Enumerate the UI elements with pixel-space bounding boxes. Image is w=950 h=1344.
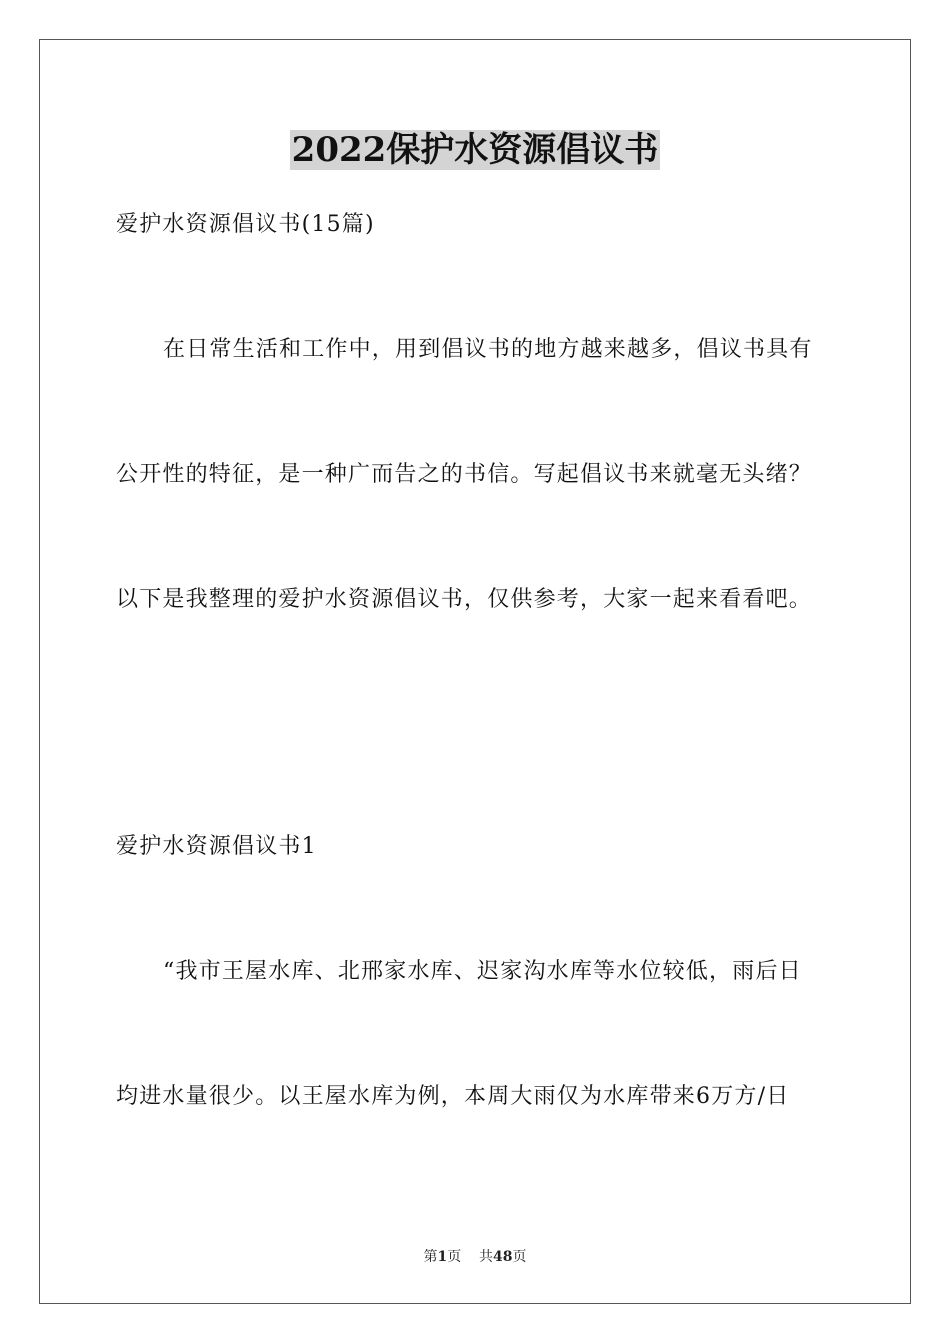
- page-footer: [0, 1247, 950, 1267]
- footer-total-suffix: 页: [512, 1249, 527, 1265]
- document-title-text: 2022保护水资源倡议书: [291, 130, 659, 170]
- section-heading: 爱护水资源倡议书1: [116, 834, 317, 859]
- paragraph-line-4: “我市王屋水库、北邢家水库、迟家沟水库等水位较低，雨后日: [163, 959, 802, 984]
- paragraph-line-3: 以下是我整理的爱护水资源倡议书，仅供参考，大家一起来看看吧。: [116, 587, 813, 612]
- footer-page-suffix: 页: [447, 1249, 462, 1265]
- footer-total-pages: 48: [493, 1249, 513, 1265]
- paragraph-line-1: 在日常生活和工作中，用到倡议书的地方越来越多，倡议书具有: [163, 337, 813, 362]
- paragraph-line-5: 均进水量很少。以王屋水库为例，本周大雨仅为水库带来6万方/日: [116, 1084, 790, 1109]
- footer-page-number: 1: [437, 1249, 448, 1265]
- footer-page-prefix: 第: [423, 1249, 438, 1265]
- subtitle-line: 爱护水资源倡议书(15篇): [116, 212, 375, 237]
- document-title: [0, 126, 950, 174]
- footer-total-prefix: 共: [479, 1249, 494, 1265]
- paragraph-line-2: 公开性的特征，是一种广而告之的书信。写起倡议书来就毫无头绪？: [116, 462, 813, 487]
